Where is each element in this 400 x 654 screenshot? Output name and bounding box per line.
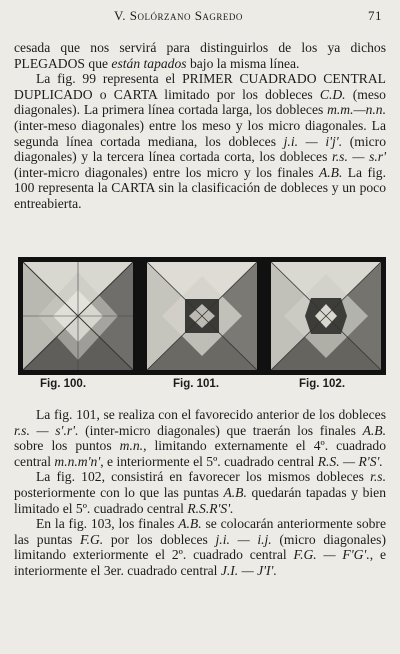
running-title: V. Solórzano Sagredo	[114, 8, 243, 23]
caption-fig-101: Fig. 101.	[173, 378, 220, 390]
page-number: 71	[368, 8, 382, 23]
folded-paper-figure-101	[147, 262, 257, 370]
folded-paper-figure-100	[23, 262, 133, 370]
paragraph-4: La fig. 102, consistirá en favorecer los mismos dobleces r.s. posteriormente con lo que las puntas A.B. quedarán tapadas y bien limitado el 5º. cuadrado central R.S.R'S'.	[14, 469, 386, 516]
paragraph-5: En la fig. 103, los finales A.B. se colocarán anteriormente sobre las puntas F.G. por los dobleces j.i. — i.j. (micro diagonales) limitando exteriormente el 2º. cuadrado central F.G. — F'G'., e interiormente el 3er. cuadrado central J.I. — J'I'.	[14, 516, 386, 578]
text-block-top	[14, 40, 386, 212]
figure-100	[23, 262, 133, 370]
text-block-bottom	[14, 407, 386, 579]
figure-102	[271, 262, 381, 370]
caption-fig-102: Fig. 102.	[299, 378, 346, 390]
caption-fig-100: Fig. 100.	[40, 378, 87, 390]
figures-strip	[18, 257, 386, 375]
folded-paper-figure-102	[271, 262, 381, 370]
figure-101	[147, 262, 257, 370]
paragraph-1: cesada que nos servirá para distinguirlos de los ya dichos PLEGADOS que están tapados bajo la misma línea.	[14, 40, 386, 71]
paragraph-3: La fig. 101, se realiza con el favorecido anterior de los dobleces r.s. — s'.r'. (inter-micro diagonales) que traerán los finales A.B. sobre los puntos m.n., limitando externamente el 4º. cuadrado central m.n.m'n', e interiormente el 5º. cuadrado central R.S. — R'S'.	[14, 407, 386, 469]
paragraph-2: La fig. 99 representa el PRIMER CUADRADO CENTRAL DUPLICADO o CARTA limitado por los dobleces C.D. (meso diagonales). La primera línea cortada larga, los dobleces m.m.—n.n.(inter-meso diagonales) entre los meso y los micro diagonales. La segunda línea cortada mediana, los dobleces j.i. — i'j'. (micro diagonales) y la tercera línea cortada corta, los dobleces r.s. — s.r' (inter-micro diagonales) entre los micro y los finales A.B. La fig. 100 representa la CARTA sin la clasificación de dobleces y un poco entreabierta.	[14, 71, 386, 211]
